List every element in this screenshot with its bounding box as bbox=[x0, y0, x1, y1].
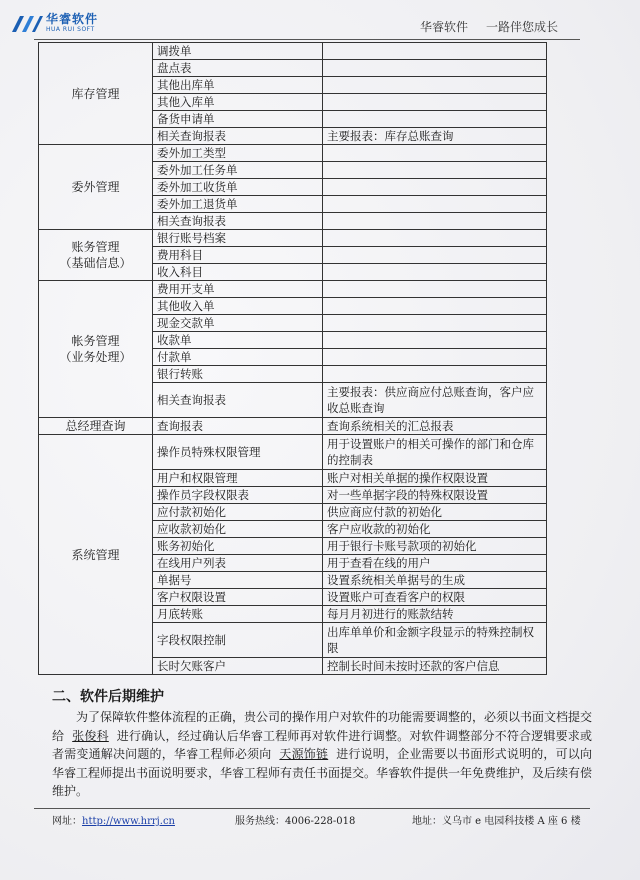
item-cell: 用户和权限管理 bbox=[153, 470, 323, 487]
note-cell bbox=[323, 179, 547, 196]
paragraph-text-1: 为了保障软件整体流程的正确，贵公司的操作用户对软件的功能需要调整的，必须以书面文档提交给 bbox=[52, 710, 593, 743]
item-cell: 调拨单 bbox=[153, 43, 323, 60]
note-cell bbox=[323, 366, 547, 383]
table-row bbox=[39, 435, 547, 470]
item-cell: 付款单 bbox=[153, 349, 323, 366]
note-cell: 用于设置账户的相关可操作的部门和仓库的控制表 bbox=[323, 435, 547, 470]
table-row bbox=[39, 145, 547, 162]
note-cell bbox=[323, 145, 547, 162]
module-finance-business bbox=[39, 281, 153, 418]
footer-website bbox=[52, 812, 175, 827]
module-accounts-title: 账务管理 bbox=[71, 240, 120, 254]
note-cell bbox=[323, 264, 547, 281]
client-name-underlined: 天源饰链 bbox=[279, 747, 329, 761]
website-link[interactable]: http://www.hrrj.cn bbox=[82, 816, 175, 827]
header-slogan bbox=[420, 18, 558, 35]
footer-divider bbox=[34, 808, 590, 809]
note-cell: 查询系统相关的汇总报表 bbox=[323, 418, 547, 435]
module-accounts-basic bbox=[39, 230, 153, 281]
note-cell: 设置账户可查看客户的权限 bbox=[323, 589, 547, 606]
huarui-logo-icon bbox=[10, 12, 44, 34]
note-cell: 供应商应付款的初始化 bbox=[323, 504, 547, 521]
item-cell: 委外加工类型 bbox=[153, 145, 323, 162]
table-row bbox=[39, 418, 547, 435]
item-cell: 委外加工任务单 bbox=[153, 162, 323, 179]
item-cell: 账务初始化 bbox=[153, 538, 323, 555]
item-cell: 月底转账 bbox=[153, 606, 323, 623]
item-cell: 费用科目 bbox=[153, 247, 323, 264]
function-table bbox=[38, 42, 547, 675]
note-cell bbox=[323, 349, 547, 366]
note-cell bbox=[323, 281, 547, 298]
item-cell: 操作员字段权限表 bbox=[153, 487, 323, 504]
module-accounts-subtitle: （基础信息） bbox=[59, 256, 132, 270]
note-cell bbox=[323, 298, 547, 315]
module-system: 系统管理 bbox=[39, 435, 153, 675]
item-cell: 其他出库单 bbox=[153, 77, 323, 94]
contact-name-underlined: 张俊科 bbox=[72, 728, 109, 743]
item-cell: 收款单 bbox=[153, 332, 323, 349]
item-cell: 银行转账 bbox=[153, 366, 323, 383]
item-cell: 应付款初始化 bbox=[153, 504, 323, 521]
item-cell: 应收款初始化 bbox=[153, 521, 323, 538]
item-cell: 相关查询报表 bbox=[153, 213, 323, 230]
note-cell: 客户应收款的初始化 bbox=[323, 521, 547, 538]
note-cell bbox=[323, 162, 547, 179]
note-cell bbox=[323, 247, 547, 264]
header-company-name: 华睿软件 bbox=[420, 20, 469, 34]
note-cell bbox=[323, 196, 547, 213]
note-cell: 出库单单价和金额字段显示的特殊控制权限 bbox=[323, 623, 547, 658]
note-cell bbox=[323, 315, 547, 332]
note-cell: 设置系统相关单据号的生成 bbox=[323, 572, 547, 589]
table-row bbox=[39, 281, 547, 298]
item-cell: 查询报表 bbox=[153, 418, 323, 435]
table-row bbox=[39, 43, 547, 60]
item-cell: 收入科目 bbox=[153, 264, 323, 281]
company-logo bbox=[10, 10, 98, 36]
item-cell: 盘点表 bbox=[153, 60, 323, 77]
note-cell bbox=[323, 230, 547, 247]
note-cell bbox=[323, 111, 547, 128]
note-cell: 控制长时间未按时还款的客户信息 bbox=[323, 658, 547, 675]
note-cell: 用于查看在线的用户 bbox=[323, 555, 547, 572]
item-cell: 现金交款单 bbox=[153, 315, 323, 332]
table-row bbox=[39, 230, 547, 247]
maintenance-paragraph bbox=[52, 708, 592, 801]
item-cell: 委外加工退货单 bbox=[153, 196, 323, 213]
header-tagline: 一路伴您成长 bbox=[486, 20, 559, 34]
item-cell: 其他入库单 bbox=[153, 94, 323, 111]
module-inventory: 库存管理 bbox=[39, 43, 153, 145]
item-cell: 字段权限控制 bbox=[153, 623, 323, 658]
footer-hotline: 服务热线：4006-228-018 bbox=[235, 816, 356, 827]
note-cell: 主要报表：库存总账查询 bbox=[323, 128, 547, 145]
item-cell: 在线用户列表 bbox=[153, 555, 323, 572]
module-finance-subtitle: （业务处理） bbox=[59, 350, 132, 364]
note-cell bbox=[323, 43, 547, 60]
footer-address: 地址：义乌市 e 电园科技楼 A 座 6 楼 bbox=[412, 816, 581, 827]
item-cell: 相关查询报表 bbox=[153, 383, 323, 418]
note-cell: 对一些单据字段的特殊权限设置 bbox=[323, 487, 547, 504]
item-cell: 银行账号档案 bbox=[153, 230, 323, 247]
header-divider bbox=[34, 39, 580, 40]
paragraph-text-2: 进行确认，经过确认后华睿工程师再对软件进行调整。对软件调整部分不符合逻辑要求或者需变通解决问题的，华睿工程师必须向 bbox=[52, 728, 592, 761]
item-cell: 备货申请单 bbox=[153, 111, 323, 128]
logo-english-name: HUA RUI SOFT bbox=[46, 26, 95, 33]
note-cell: 账户对相关单据的操作权限设置 bbox=[323, 470, 547, 487]
item-cell: 其他收入单 bbox=[153, 298, 323, 315]
item-cell: 客户权限设置 bbox=[153, 589, 323, 606]
item-cell: 长时欠账客户 bbox=[153, 658, 323, 675]
module-finance-title: 帐务管理 bbox=[71, 334, 120, 348]
note-cell bbox=[323, 213, 547, 230]
module-outsourcing: 委外管理 bbox=[39, 145, 153, 230]
section-title-maintenance: 二、软件后期维护 bbox=[52, 689, 164, 705]
paragraph-text-3: 进行说明，企业需要以书面形式说明的，可以向华睿工程师提出书面说明要求，华睿工程师有责任书面提交。华睿软件提供一年免费维护，及后续有偿维护。 bbox=[52, 747, 593, 798]
page-header bbox=[0, 0, 640, 40]
footer-url-label: 网址： bbox=[52, 816, 82, 827]
note-cell: 每月月初进行的账款结转 bbox=[323, 606, 547, 623]
note-cell bbox=[323, 332, 547, 349]
logo-chinese-name: 华睿软件 bbox=[46, 12, 99, 26]
item-cell: 操作员特殊权限管理 bbox=[153, 435, 323, 470]
note-cell bbox=[323, 94, 547, 111]
note-cell bbox=[323, 60, 547, 77]
item-cell: 单据号 bbox=[153, 572, 323, 589]
note-cell bbox=[323, 77, 547, 94]
note-cell: 用于银行卡账号款项的初始化 bbox=[323, 538, 547, 555]
item-cell: 委外加工收货单 bbox=[153, 179, 323, 196]
item-cell: 费用开支单 bbox=[153, 281, 323, 298]
item-cell: 相关查询报表 bbox=[153, 128, 323, 145]
module-gm-query: 总经理查询 bbox=[39, 418, 153, 435]
note-cell: 主要报表：供应商应付总账查询，客户应收总账查询 bbox=[323, 383, 547, 418]
